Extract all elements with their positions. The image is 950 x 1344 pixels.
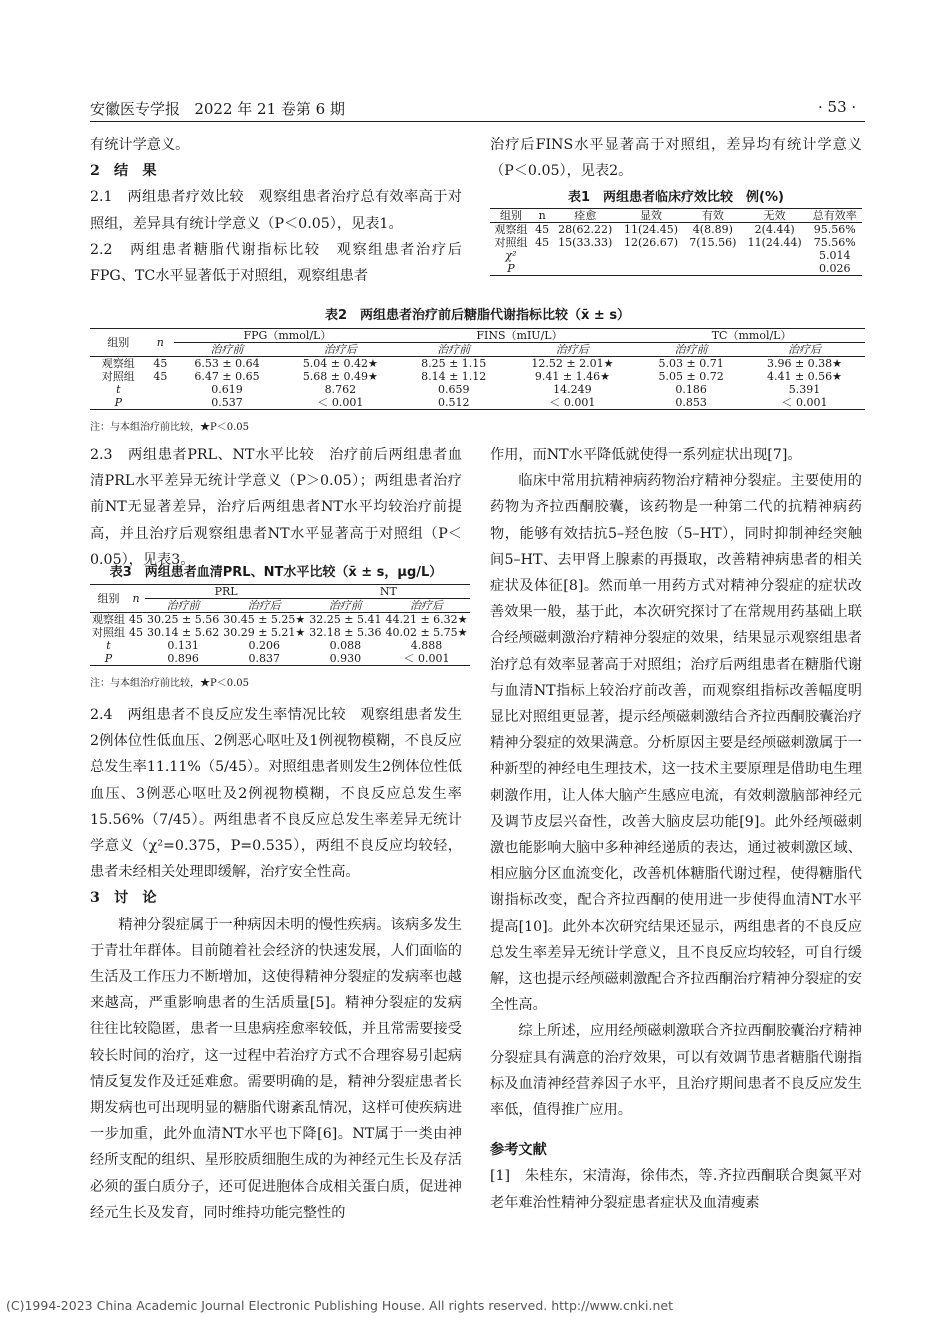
table-cell: 0.206 (248, 639, 280, 652)
table-row (490, 223, 862, 237)
paragraph-2-4: 2.4 两组患者不良反应发生率情况比较 观察组患者发生2例体位性低血压、2例恶心呕吐及1例视物模糊，不良反应总发生率11.11%（5/45）。对照组患者则发生2例体位性低血压、3例恶心呕吐及2例视物模糊，不良反应总发生率15.56%（7/45）。两组患者不良反应总发生率差异无统计学意义（χ²=0.375，P=0.535），两组不良反应均较轻，患者未经相关处理即缓解，治疗安全性高。 (90, 707, 462, 881)
table-cell: 0.896 (145, 652, 221, 666)
table-row (90, 383, 865, 396)
table-cell (618, 249, 684, 262)
table-cell: 45 (129, 613, 143, 626)
table-cell (532, 262, 552, 276)
table-header-cell: 有效 (684, 209, 742, 223)
table-cell (147, 383, 175, 396)
section-heading-results: 2 结 果 (90, 163, 157, 180)
table-cell: 5.014 (819, 249, 851, 262)
table-cell (127, 652, 145, 666)
table-cell: 4.41 ± 0.56★ (766, 370, 843, 383)
table-cell: 14.249 (553, 383, 592, 396)
table-group-header: NT (307, 585, 469, 599)
table-cell: 对照组 (101, 370, 135, 383)
table-subheader: 治疗前 (145, 599, 221, 613)
table-row (90, 652, 470, 666)
paragraph-discussion-2: 临床中常用抗精神病药物治疗精神分裂症。主要使用的药物为齐拉西酮胶囊，该药物是一种第二代的抗精神病药物，能够有效拮抗5–羟色胺（5–HT），同时抑制神经突触间5–HT、去甲肾上腺素的再摄取，改善精神病患者的相关症状及体征[8]。然而单一用药方式对精神分裂症的症状改善效果一般，基于此，本次研究探讨了在常规用药基础上联合经颅磁刺激治疗精神分裂症的效果，结果显示观察组患者治疗总有效率显著高于对照组；治疗后两组患者在糖脂代谢与血清NT指标上较治疗前改善，而观察组指标改善幅度明显比对照组更显著，提示经颅磁刺激结合齐拉西酮胶囊治疗精神分裂症的效果满意。分析原因主要是经颅磁刺激属于一种新型的神经电生理技术，这一技术主要原理是借助电生理刺激作用，让人体大脑产生感应电流，有效刺激脑部神经元及调节皮层兴奋性，改善大脑皮层功能[9]。此外经颅磁刺激也能影响大脑中多种神经递质的表达，通过被刺激区域、相应脑分区血流变化，改善机体糖脂代谢过程，使得糖脂代谢指标改变，配合齐拉西酮的使用进一步使得血清NT水平提高[10]。此外本次研究结果还显示，两组患者的不良反应总发生率差异无统计学意义，且不良反应均较轻，可自行缓解，这也提示经颅磁刺激配合齐拉西酮治疗精神分裂症的安全性高。 (490, 473, 862, 1014)
table-subheader: 治疗后 (383, 599, 469, 613)
copyright-footer: (C)1994-2023 China Academic Journal Electronic Publishing House. All rights reserved. http://www.cnki.net (6, 1298, 673, 1313)
table-cell (684, 249, 742, 262)
table-cell: ＜ 0.001 (280, 396, 401, 410)
table-cell: 15(33.33) (558, 236, 613, 249)
table-cell: 0.512 (401, 396, 507, 410)
table-header-cell: 总有效率 (808, 209, 862, 223)
table-subheader: 治疗后 (507, 343, 639, 357)
table3-grid (90, 584, 470, 666)
table-cell: t (116, 383, 121, 396)
table-cell: 11(24.45) (623, 223, 679, 236)
table-row (490, 249, 862, 262)
table-row (90, 626, 470, 639)
table-cell: 0.619 (211, 383, 243, 396)
table-cell: 5.68 ± 0.49★ (302, 370, 378, 383)
table-cell (742, 249, 808, 262)
table-cell: 12.52 ± 2.01★ (531, 357, 614, 370)
table2-grid (90, 328, 865, 410)
table-cell: 0.930 (307, 652, 383, 666)
paragraph: 有统计学意义。 (90, 137, 190, 153)
table-header-cell: 痊愈 (552, 209, 618, 223)
table-cell: 0.186 (675, 383, 707, 396)
table-cell: 0.537 (174, 396, 280, 410)
table1-caption: 表1 两组患者临床疗效比较 例(%) (568, 190, 784, 205)
table-cell: 30.25 ± 5.56 (147, 613, 220, 626)
table-cell: 0.026 (808, 262, 862, 276)
table-cell: 0.088 (329, 639, 362, 652)
left-column-mid (90, 442, 462, 573)
table-row (90, 639, 470, 652)
table-cell: 9.41 ± 1.46★ (534, 370, 610, 383)
table-cell: 75.56% (813, 236, 856, 249)
table-cell: 6.53 ± 0.64 (194, 357, 260, 370)
table-cell: 3.96 ± 0.38★ (766, 357, 843, 370)
table-cell (684, 262, 742, 276)
table-row (90, 343, 865, 357)
table-cell: 8.25 ± 1.15 (421, 357, 487, 370)
table-group-header: FPG（mmol/L） (174, 329, 401, 343)
table-row (90, 396, 865, 410)
table-cell: 5.03 ± 0.71 (658, 357, 724, 370)
table-header-cell: 显效 (618, 209, 684, 223)
journal-issue: 2022 年 21 卷第 6 期 (194, 100, 345, 118)
table-cell: 0.131 (167, 639, 199, 652)
table-header-cell: 组别 (90, 329, 147, 357)
table-cell: 32.18 ± 5.36 (309, 626, 382, 639)
table-cell: 45 (153, 357, 168, 370)
paragraph-cont: 作用，而NT水平降低就使得一系列症状出现[7]。 (490, 447, 802, 463)
table-cell: 4(8.89) (692, 223, 733, 236)
table-cell: 4.888 (410, 639, 443, 652)
table-cell: χ² (505, 249, 517, 262)
table-cell (618, 262, 684, 276)
table-cell: 45 (153, 370, 168, 383)
running-header (90, 98, 345, 119)
table3-caption: 表3 两组患者血清PRL、NT水平比较（x̄ ± s，μg/L） (109, 565, 443, 580)
table-cell: P (490, 262, 532, 276)
table-cell: 32.25 ± 5.41 (309, 613, 382, 626)
table-subheader: 治疗前 (174, 343, 280, 357)
table-cell: 观察组 (92, 613, 125, 626)
table-cell: 7(15.56) (689, 236, 737, 249)
table-cell: ＜ 0.001 (383, 652, 469, 666)
paragraph-discussion-1: 精神分裂症属于一种病因未明的慢性疾病。该病多发生于青壮年群体。目前随着社会经济的快速发展，人们面临的生活及工作压力不断增加，这使得精神分裂症的发病率也越来越高，严重影响患者的生活质量[5]。精神分裂症的发病往往比较隐匿，患者一旦患病痊愈率较低，并且常需要接受较长时间的治疗，这一过程中若治疗方式不合理容易引起病情反复发作及迁延难愈。需要明确的是，精神分裂症患者长期发病也可出现明显的糖脂代谢紊乱情况，这样可使疾病进一步加重，此外血清NT水平也下降[6]。NT属于一类由神经所支配的组织、星形胶质细胞生成的为神经元生长及存活必须的蛋白质分子，还可促进胞体合成相关蛋白质，促进神经元生长及发育，同时维持功能完整性的 (90, 916, 462, 1221)
table-cell: 45 (535, 236, 550, 249)
table-cell: 0.853 (638, 396, 744, 410)
table-cell: t (106, 639, 111, 652)
right-column-bottom (490, 442, 862, 1216)
table-subheader: 治疗后 (744, 343, 865, 357)
table-subheader: 治疗后 (221, 599, 307, 613)
table3-note: 注：与本组治疗前比较，★P＜0.05 (90, 678, 249, 689)
table-cell (552, 249, 618, 262)
table-cell: P (90, 396, 147, 410)
table-header-cell: n (532, 209, 552, 223)
paragraph: 治疗后FINS水平显著高于对照组，差异均有统计学意义（P＜0.05），见表2。 (490, 137, 862, 180)
table1 (490, 186, 862, 276)
table-cell: 8.14 ± 1.12 (421, 370, 487, 383)
journal-name: 安徽医专学报 (90, 100, 181, 118)
table-cell: 12(26.67) (623, 236, 679, 249)
table3 (90, 561, 468, 689)
table2-note: 注：与本组治疗前比较，★P＜0.05 (90, 422, 249, 433)
table-cell: 30.14 ± 5.62 (147, 626, 220, 639)
table-cell (532, 249, 552, 262)
table-subheader: 治疗前 (638, 343, 744, 357)
table-cell (742, 262, 808, 276)
table-cell (552, 262, 618, 276)
reference-1: [1] 朱桂东，宋清海，徐伟杰，等.齐拉西酮联合奥氮平对老年难治性精神分裂症患者症状及血清瘦素 (490, 1168, 862, 1211)
table1-grid (490, 208, 862, 276)
references-heading: 参考文献 (490, 1142, 547, 1159)
table-cell: 2(4.44) (754, 223, 795, 236)
table-cell: 对照组 (92, 626, 125, 639)
table-cell: 30.29 ± 5.21★ (223, 626, 306, 639)
table-row (90, 599, 470, 613)
table-cell: 8.762 (324, 383, 357, 396)
table-cell: 0.659 (437, 383, 470, 396)
table-row (90, 329, 865, 343)
table-cell: ＜ 0.001 (507, 396, 639, 410)
table-header-cell: 无效 (742, 209, 808, 223)
paragraph-2-2: 2.2 两组患者糖脂代谢指标比较 观察组患者治疗后FPG、TC水平显著低于对照组，观察组患者 (90, 241, 462, 285)
table-cell: 5.05 ± 0.72 (658, 370, 724, 383)
table-cell: 6.47 ± 0.65 (194, 370, 260, 383)
table2 (90, 304, 865, 433)
table-row (490, 262, 862, 276)
table-cell: 5.04 ± 0.42★ (302, 357, 378, 370)
table-cell: 观察组 (101, 357, 135, 370)
table-cell: 对照组 (494, 236, 528, 249)
table-cell (127, 639, 145, 652)
table-subheader: 治疗后 (280, 343, 401, 357)
table-cell: 观察组 (494, 223, 528, 236)
table-group-header: FINS（mIU/L） (401, 329, 638, 343)
table-subheader: 治疗前 (401, 343, 507, 357)
table-group-header: TC（mmol/L） (638, 329, 865, 343)
table-cell: 11(24.44) (747, 236, 802, 249)
table-cell (147, 396, 175, 410)
page-number: · 53 · (818, 98, 857, 116)
table-cell: 0.837 (221, 652, 307, 666)
table-header-cell: 组别 (90, 585, 127, 613)
table-cell: 45 (535, 223, 550, 236)
table-header-cell: n (127, 585, 145, 613)
table-cell: 5.391 (788, 383, 821, 396)
paragraph-2-1: 2.1 两组患者疗效比较 观察组患者治疗总有效率高于对照组，差异具有统计学意义（P＜0.05），见表1。 (90, 189, 462, 232)
right-column-top (490, 132, 862, 184)
table-cell: ＜ 0.001 (744, 396, 865, 410)
table-header-cell: 组别 (490, 209, 532, 223)
section-heading-discussion: 3 讨 论 (90, 890, 157, 907)
paragraph-2-3: 2.3 两组患者PRL、NT水平比较 治疗前后两组患者血清PRL水平差异无统计学意义（P＞0.05）；两组患者治疗前NT无显著差异，治疗后两组患者NT水平均较治疗前提高，并且治疗后观察组患者NT水平显著高于对照组（P＜0.05），见表3。 (90, 447, 462, 568)
left-column-top (90, 132, 462, 289)
table-subheader: 治疗前 (307, 599, 383, 613)
table-cell: 44.21 ± 6.32★ (385, 613, 468, 626)
paragraph-conclusion: 综上所述，应用经颅磁刺激联合齐拉西酮胶囊治疗精神分裂症具有满意的治疗效果，可以有效调节患者糖脂代谢指标及血清神经营养因子水平，且治疗期间患者不良反应发生率低，值得推广应用。 (490, 1023, 862, 1119)
table-cell: P (90, 652, 127, 666)
table-row (90, 613, 470, 627)
table-row (90, 585, 470, 599)
table-group-header: PRL (145, 585, 307, 599)
table-cell: 30.45 ± 5.25★ (223, 613, 306, 626)
table-row (90, 357, 865, 371)
header-rule (90, 121, 865, 122)
table2-caption: 表2 两组患者治疗前后糖脂代谢指标比较（x̄ ± s） (324, 308, 631, 323)
table-cell: 28(62.22) (558, 223, 613, 236)
table-cell: 40.02 ± 5.75★ (385, 626, 468, 639)
table-header-row (490, 209, 862, 223)
table-row (90, 370, 865, 383)
left-column-bottom (90, 702, 462, 1226)
table-cell: 45 (129, 626, 143, 639)
table-cell: 95.56% (813, 223, 856, 236)
table-row (490, 236, 862, 249)
table-header-cell: n (147, 329, 175, 357)
